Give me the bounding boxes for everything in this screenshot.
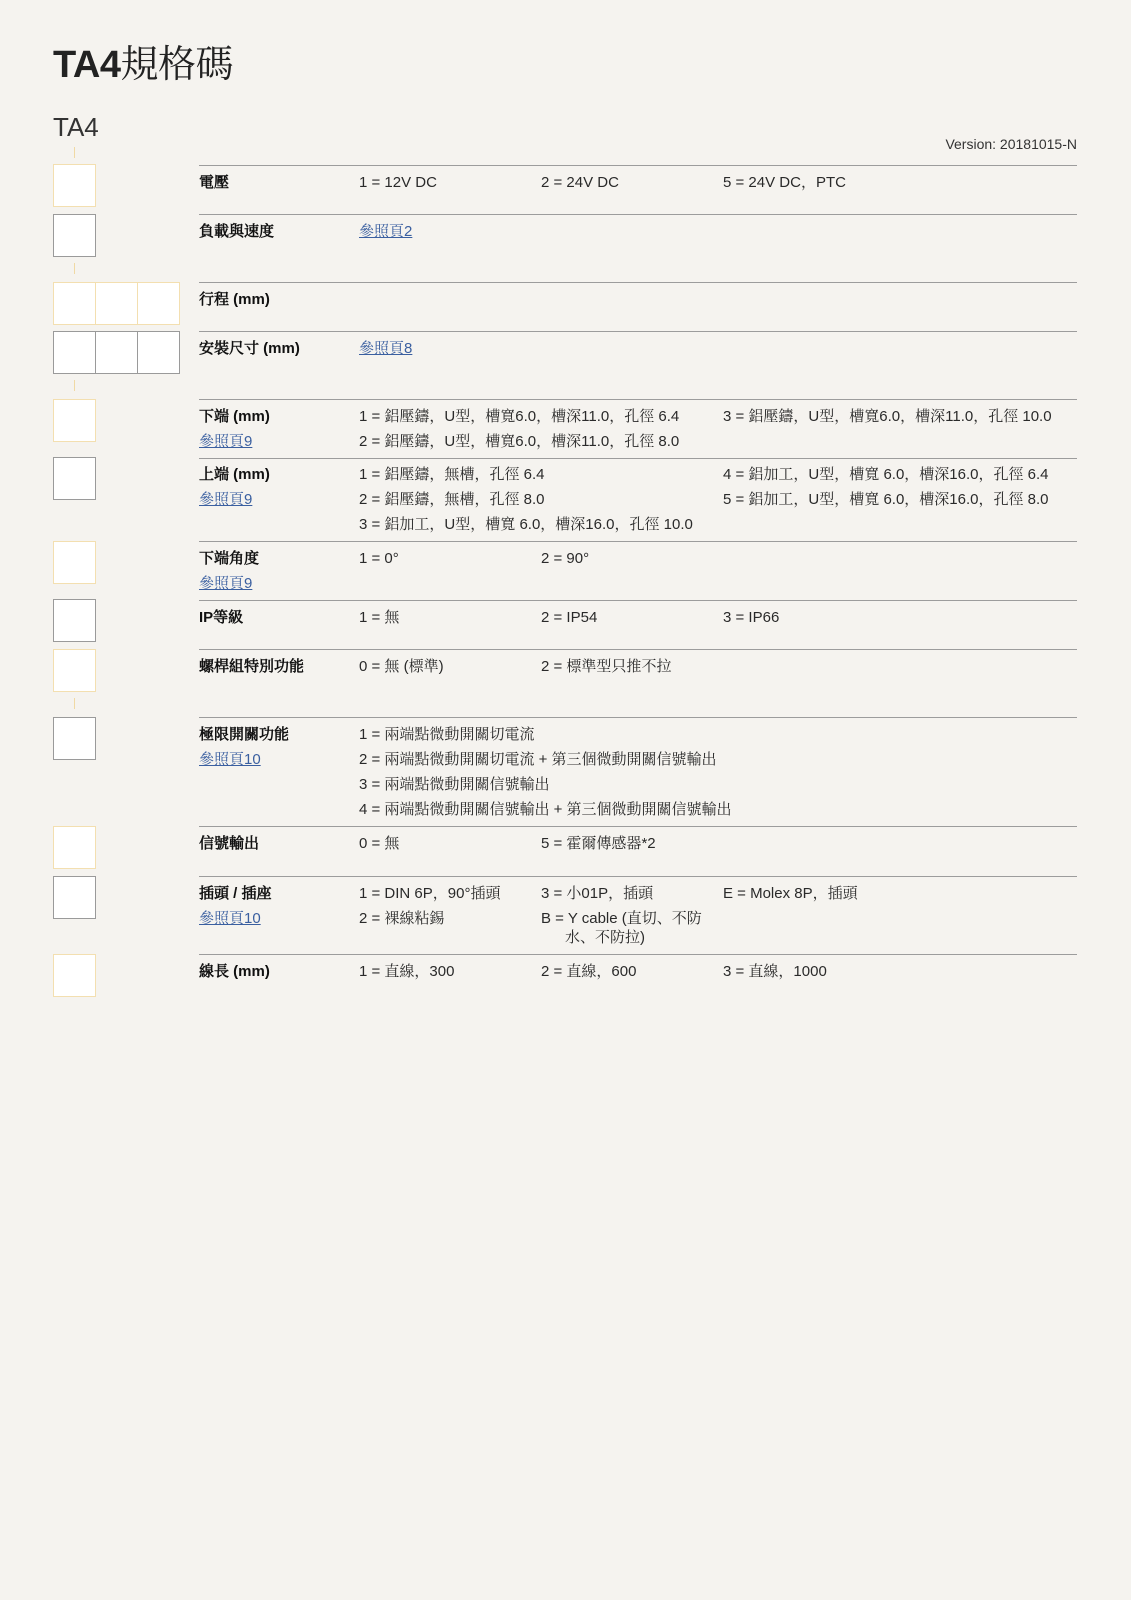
option-text: 2 = 兩端點微動開關切電流 + 第三個微動開關信號輸出: [359, 751, 717, 768]
row-divider: [199, 826, 1077, 827]
box-tick: [74, 263, 75, 274]
row-divider: [199, 541, 1077, 542]
option-text: 2 = 鋁壓鑄，U型，槽寬6.0，槽深11.0，孔徑 8.0: [359, 433, 680, 450]
code-box-stroke-3[interactable]: [137, 282, 180, 325]
page-title: [53, 40, 233, 90]
ref-link-load[interactable]: 參照頁2: [359, 223, 413, 240]
row-label-ip: IP等級: [199, 609, 244, 626]
option-text: 4 = 兩端點微動開關信號輸出 + 第三個微動開關信號輸出: [359, 801, 732, 818]
row-label-load: 負載與速度: [199, 223, 275, 240]
code-box-lower[interactable]: [53, 399, 96, 442]
option-text: 5 = 鋁加工，U型，槽寬 6.0，槽深16.0，孔徑 8.0: [723, 491, 1049, 508]
row-divider: [199, 717, 1077, 718]
box-tick: [74, 698, 75, 709]
row-label-upper: 上端 (mm): [199, 466, 270, 483]
code-box-stroke-2[interactable]: [95, 282, 138, 325]
row-divider: [199, 165, 1077, 166]
row-label-plug: 插頭 / 插座: [199, 885, 272, 902]
row-label-signal: 信號輸出: [199, 835, 260, 852]
option-text: 3 = 鋁壓鑄，U型，槽寬6.0，槽深11.0，孔徑 10.0: [723, 408, 1052, 425]
option-text: 5 = 24V DC，PTC: [723, 174, 846, 191]
code-box-mount-2[interactable]: [95, 331, 138, 374]
box-tick: [74, 380, 75, 391]
option-text: 2 = IP54: [541, 609, 598, 626]
ref-link-upper[interactable]: 參照頁9: [199, 491, 253, 508]
ref-link-limit[interactable]: 參照頁10: [199, 751, 261, 768]
row-label-angle: 下端角度: [199, 550, 260, 567]
row-divider: [199, 331, 1077, 332]
option-text: 2 = 直線，600: [541, 963, 637, 980]
row-divider: [199, 399, 1077, 400]
code-box-mount-3[interactable]: [137, 331, 180, 374]
option-text: 5 = 霍爾傳感器*2: [541, 835, 656, 852]
option-text: 水、不防拉): [565, 929, 645, 946]
option-text: B = Y cable (直切、不防: [541, 910, 702, 927]
option-text: 0 = 無 (標準): [359, 658, 444, 675]
option-text: 1 = 鋁壓鑄，U型，槽寬6.0，槽深11.0，孔徑 6.4: [359, 408, 680, 425]
option-text: 3 = 鋁加工，U型，槽寬 6.0，槽深16.0，孔徑 10.0: [359, 516, 693, 533]
box-tick: [74, 147, 75, 158]
option-text: 2 = 裸線粘錫: [359, 910, 445, 927]
option-text: 1 = 鋁壓鑄，無槽，孔徑 6.4: [359, 466, 545, 483]
option-text: 3 = 直線，1000: [723, 963, 827, 980]
row-label-mount: 安裝尺寸 (mm): [199, 340, 300, 357]
code-prefix: TA4: [53, 112, 99, 142]
title-suffix: 規格碼: [120, 44, 233, 86]
option-text: 1 = 0°: [359, 550, 399, 567]
option-text: 2 = 24V DC: [541, 174, 619, 191]
code-box-cable[interactable]: [53, 954, 96, 997]
version-label: Version: 20181015-N: [945, 136, 1077, 152]
option-text: 3 = 小01P，插頭: [541, 885, 654, 902]
option-text: 1 = DIN 6P，90°插頭: [359, 885, 501, 902]
row-label-limit: 極限開關功能: [199, 726, 290, 743]
code-box-signal[interactable]: [53, 826, 96, 869]
ref-link-lower[interactable]: 參照頁9: [199, 433, 253, 450]
option-text: 2 = 90°: [541, 550, 590, 567]
code-box-stroke-1[interactable]: [53, 282, 96, 325]
row-label-cable: 線長 (mm): [199, 963, 270, 980]
ref-link-mount[interactable]: 參照頁8: [359, 340, 413, 357]
row-label-lower: 下端 (mm): [199, 408, 270, 425]
code-box-voltage[interactable]: [53, 164, 96, 207]
code-box-load[interactable]: [53, 214, 96, 257]
option-text: 1 = 無: [359, 609, 400, 626]
row-divider: [199, 649, 1077, 650]
option-text: 3 = 兩端點微動開關信號輸出: [359, 776, 550, 793]
option-text: 0 = 無: [359, 835, 400, 852]
row-label-stroke: 行程 (mm): [199, 291, 270, 308]
row-divider: [199, 282, 1077, 283]
code-box-spindle[interactable]: [53, 649, 96, 692]
option-text: 2 = 標準型只推不拉: [541, 658, 672, 675]
option-text: 2 = 鋁壓鑄，無槽，孔徑 8.0: [359, 491, 545, 508]
code-box-limit[interactable]: [53, 717, 96, 760]
row-label-voltage: 電壓: [199, 174, 230, 191]
option-text: E = Molex 8P，插頭: [723, 885, 858, 902]
title-model: TA4: [53, 44, 121, 86]
row-label-spindle: 螺桿組特別功能: [199, 658, 305, 675]
code-box-mount-1[interactable]: [53, 331, 96, 374]
row-divider: [199, 876, 1077, 877]
code-box-ip[interactable]: [53, 599, 96, 642]
option-text: 4 = 鋁加工，U型，槽寬 6.0，槽深16.0，孔徑 6.4: [723, 466, 1049, 483]
row-divider: [199, 214, 1077, 215]
option-text: 1 = 12V DC: [359, 174, 437, 191]
option-text: 1 = 兩端點微動開關切電流: [359, 726, 535, 743]
code-box-upper[interactable]: [53, 457, 96, 500]
ref-link-angle[interactable]: 參照頁9: [199, 575, 253, 592]
row-divider: [199, 600, 1077, 601]
code-box-angle[interactable]: [53, 541, 96, 584]
row-divider: [199, 954, 1077, 955]
option-text: 1 = 直線，300: [359, 963, 455, 980]
option-text: 3 = IP66: [723, 609, 780, 626]
ref-link-plug[interactable]: 參照頁10: [199, 910, 261, 927]
code-box-plug[interactable]: [53, 876, 96, 919]
row-divider: [199, 458, 1077, 459]
